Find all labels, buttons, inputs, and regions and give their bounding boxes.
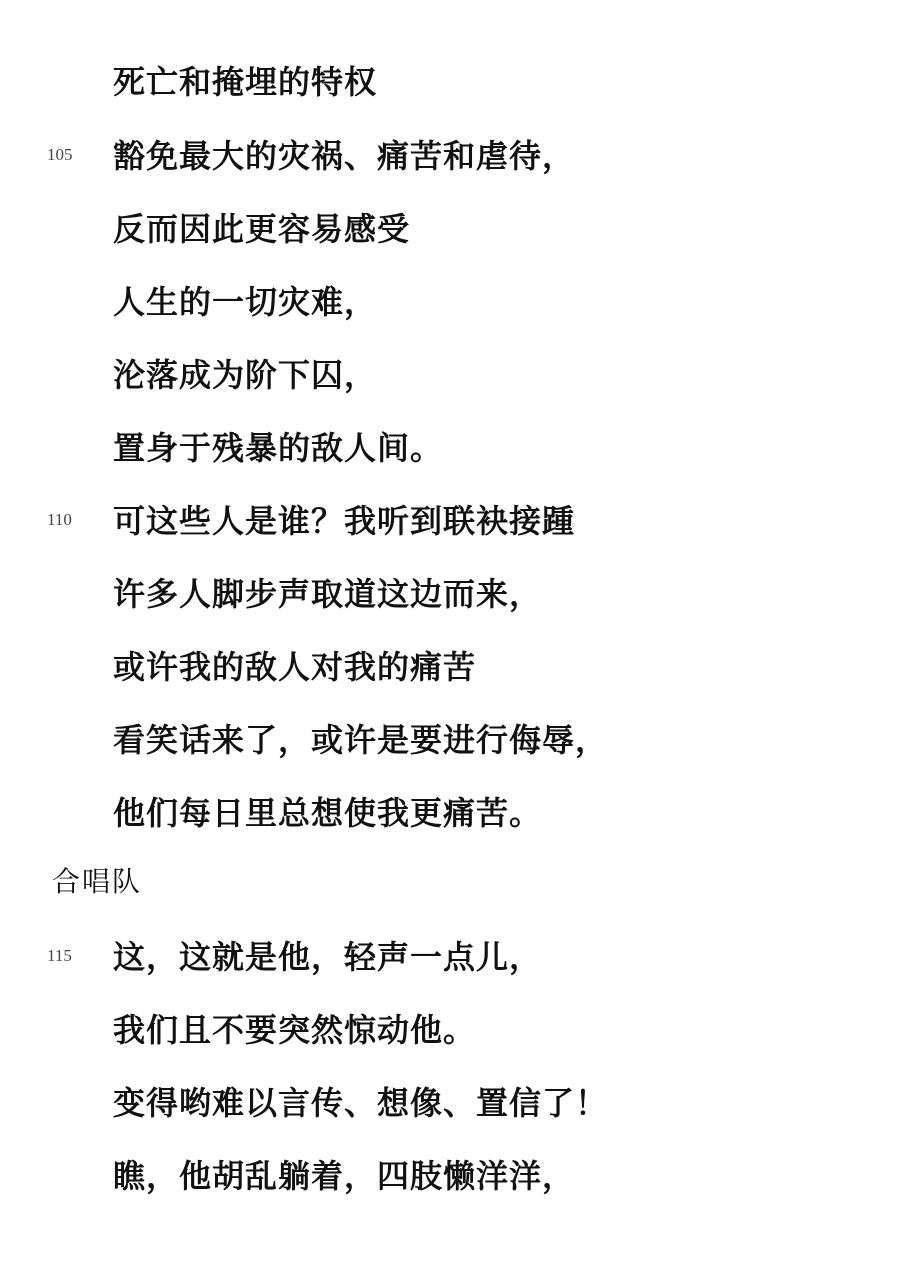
- verse-text: 可这些人是谁？我听到联袂接踵: [113, 502, 576, 540]
- verse-line: [0, 204, 900, 254]
- verse-text: 他们每日里总想使我更痛苦。: [113, 794, 543, 832]
- verse-text: 沦落成为阶下囚，: [113, 356, 378, 394]
- verse-line: [0, 1151, 900, 1201]
- verse-line: [0, 932, 900, 982]
- verse-line: [0, 423, 900, 473]
- verse-text: 我们且不要突然惊动他。: [113, 1011, 477, 1049]
- verse-text: 死亡和掩埋的特权: [113, 63, 378, 101]
- verse-text: 许多人脚步声取道这边而来，: [113, 575, 543, 613]
- verse-line: [0, 1005, 900, 1055]
- speaker-line: [0, 857, 900, 907]
- speaker-label: 合唱队: [52, 865, 143, 898]
- verse-text: 这，这就是他，轻声一点儿，: [113, 938, 543, 976]
- verse-line: [0, 350, 900, 400]
- verse-line: [0, 277, 900, 327]
- verse-line: [0, 788, 900, 838]
- verse-text: 人生的一切灾难，: [113, 283, 378, 321]
- verse-text: 反而因此更容易感受: [113, 210, 411, 248]
- verse-text: 豁免最大的灾祸、痛苦和虐待，: [113, 137, 576, 175]
- verse-line: [0, 131, 900, 181]
- verse-line: [0, 57, 900, 107]
- line-number: 110: [47, 510, 72, 529]
- verse-line: [0, 496, 900, 546]
- verse-line: [0, 642, 900, 692]
- verse-text: 瞧，他胡乱躺着，四肢懒洋洋，: [113, 1157, 576, 1195]
- verse-text: 变得哟难以言传、想像、置信了！: [113, 1084, 609, 1122]
- verse-text: 或许我的敌人对我的痛苦: [113, 648, 477, 686]
- verse-line: [0, 1078, 900, 1128]
- verse-line: [0, 569, 900, 619]
- line-number: 115: [47, 946, 72, 965]
- verse-line: [0, 715, 900, 765]
- line-number: 105: [47, 145, 73, 164]
- verse-text: 置身于残暴的敌人间。: [113, 429, 444, 467]
- verse-text: 看笑话来了，或许是要进行侮辱，: [113, 721, 609, 759]
